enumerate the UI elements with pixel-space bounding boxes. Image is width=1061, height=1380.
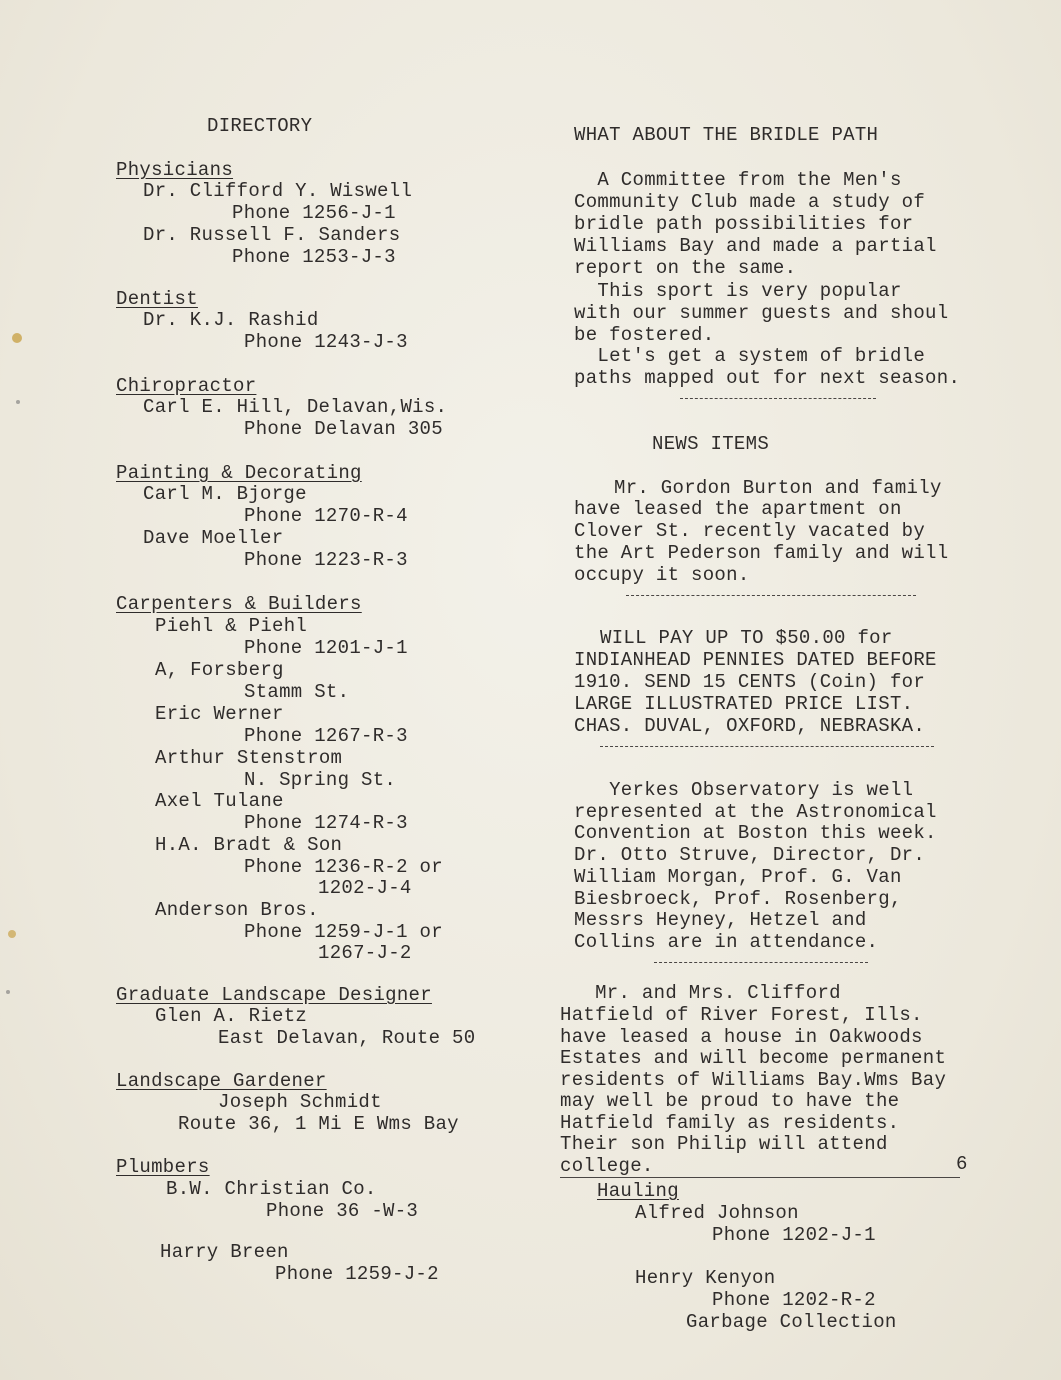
stain-spot [6,990,10,994]
gardener-address: Route 36, 1 Mi E Wms Bay [178,1113,459,1135]
hatfield-last-line: college. [560,1155,654,1177]
page-number: 6 [956,1153,968,1175]
carpenter-name: Arthur Stenstrom [155,747,343,769]
carpenter-detail: Phone 1236-R-2 or [244,856,443,878]
ad-line: CHAS. DUVAL, OXFORD, NEBRASKA. [574,715,926,737]
plumber-phone: Phone 36 -W-3 [266,1200,419,1222]
plumber-name: Harry Breen [160,1241,289,1263]
news-burton-line: Mr. Gordon Burton and family [614,477,942,499]
landscape-designer-heading: Graduate Landscape Designer [116,984,432,1006]
gardener-name: Joseph Schmidt [218,1091,382,1113]
hatfield-line: Their son Philip will attend [560,1133,888,1155]
carpenter-name: Anderson Bros. [155,899,319,921]
yerkes-line: William Morgan, Prof. G. Van [574,866,902,888]
physician-name: Dr. Clifford Y. Wiswell [143,180,413,202]
yerkes-line: Messrs Heyney, Hetzel and [574,909,867,931]
yerkes-line: Biesbroeck, Prof. Rosenberg, [574,888,902,910]
hauling-line: Phone 1202-J-1 [712,1224,876,1246]
yerkes-line: represented at the Astronomical [574,801,937,823]
carpenters-heading: Carpenters & Builders [116,593,362,615]
bridle-line: A Committee from the Men's [574,169,902,191]
carpenter-name: H.A. Bradt & Son [155,834,343,856]
hauling-line: Henry Kenyon [635,1267,776,1289]
chiropractor-heading: Chiropractor [116,375,257,397]
bridle-line: Williams Bay and made a partial [574,235,937,257]
separator-line [654,962,868,963]
directory-title: DIRECTORY [207,115,313,137]
carpenter-detail: 1202-J-4 [318,877,412,899]
carpenter-detail: N. Spring St. [244,769,397,791]
separator-line [600,746,934,747]
stain-spot [8,930,16,938]
carpenter-name: Eric Werner [155,703,284,725]
stain-spot [16,400,20,404]
news-burton-line: have leased the apartment on [574,498,902,520]
painter-name: Dave Moeller [143,527,284,549]
hatfield-line: Hatfield of River Forest, Ills. [560,1004,923,1026]
ad-line: 1910. SEND 15 CENTS (Coin) for [574,671,926,693]
bridle-line: report on the same. [574,257,797,279]
plumber-phone: Phone 1259-J-2 [275,1263,439,1285]
designer-name: Glen A. Rietz [155,1005,308,1027]
chiropractor-phone: Phone Delavan 305 [244,418,443,440]
carpenter-detail: 1267-J-2 [318,942,412,964]
carpenter-detail: Phone 1267-R-3 [244,725,408,747]
yerkes-line: Yerkes Observatory is well [574,779,914,801]
carpenter-name: Axel Tulane [155,790,284,812]
news-burton-line: Clover St. recently vacated by [574,520,926,542]
separator-line [680,398,876,399]
yerkes-line: Dr. Otto Struve, Director, Dr. [574,844,926,866]
separator-line [560,1177,960,1178]
yerkes-line: Collins are in attendance. [574,931,879,953]
ad-line: WILL PAY UP TO $50.00 for [600,627,893,649]
painter-phone: Phone 1223-R-3 [244,549,408,571]
physician-phone: Phone 1256-J-1 [232,202,396,224]
yerkes-line: Convention at Boston this week. [574,822,937,844]
painting-heading: Painting & Decorating [116,462,362,484]
hatfield-line: Mr. and Mrs. Clifford [560,982,841,1004]
dentist-heading: Dentist [116,288,198,310]
painter-phone: Phone 1270-R-4 [244,505,408,527]
hauling-line: Alfred Johnson [635,1202,799,1224]
chiropractor-name: Carl E. Hill, Delavan,Wis. [143,396,448,418]
hauling-line: Phone 1202-R-2 [712,1289,876,1311]
bridle-line: with our summer guests and shoul [574,302,949,324]
hatfield-line: residents of Williams Bay.Wms Bay [560,1069,947,1091]
physician-phone: Phone 1253-J-3 [232,246,396,268]
bridle-line: bridle path possibilities for [574,213,914,235]
bridle-line: paths mapped out for next season. [574,367,961,389]
stain-spot [12,333,22,343]
physician-name: Dr. Russell F. Sanders [143,224,401,246]
plumbers-heading: Plumbers [116,1156,210,1178]
carpenter-detail: Phone 1274-R-3 [244,812,408,834]
carpenter-detail: Phone 1201-J-1 [244,637,408,659]
hatfield-line: Estates and will become permanent [560,1047,947,1069]
hauling-heading: Hauling [597,1180,679,1202]
carpenter-name: Piehl & Piehl [155,615,308,637]
painter-name: Carl M. Bjorge [143,483,307,505]
dentist-phone: Phone 1243-J-3 [244,331,408,353]
ad-line: LARGE ILLUSTRATED PRICE LIST. [574,693,914,715]
physicians-heading: Physicians [116,159,234,181]
plumber-name: B.W. Christian Co. [166,1178,377,1200]
ad-line: INDIANHEAD PENNIES DATED BEFORE [574,649,937,671]
bridle-path-title: WHAT ABOUT THE BRIDLE PATH [574,124,879,146]
hatfield-line: Hatfield family as residents. [560,1112,900,1134]
carpenter-name: A, Forsberg [155,659,284,681]
hauling-line: Garbage Collection [686,1311,897,1333]
dentist-name: Dr. K.J. Rashid [143,309,319,331]
landscape-gardener-heading: Landscape Gardener [116,1070,327,1092]
hatfield-line: may well be proud to have the [560,1090,900,1112]
separator-line [626,595,916,596]
hatfield-line: have leased a house in Oakwoods [560,1026,923,1048]
bridle-line: be fostered. [574,324,715,346]
carpenter-detail: Stamm St. [244,681,350,703]
news-burton-line: the Art Pederson family and will [574,542,949,564]
news-items-title: NEWS ITEMS [652,433,770,455]
designer-address: East Delavan, Route 50 [218,1027,476,1049]
carpenter-detail: Phone 1259-J-1 or [244,921,443,943]
news-burton-line: occupy it soon. [574,564,750,586]
bridle-line: Community Club made a study of [574,191,926,213]
bridle-line: Let's get a system of bridle [574,345,926,367]
bridle-line: This sport is very popular [574,280,902,302]
